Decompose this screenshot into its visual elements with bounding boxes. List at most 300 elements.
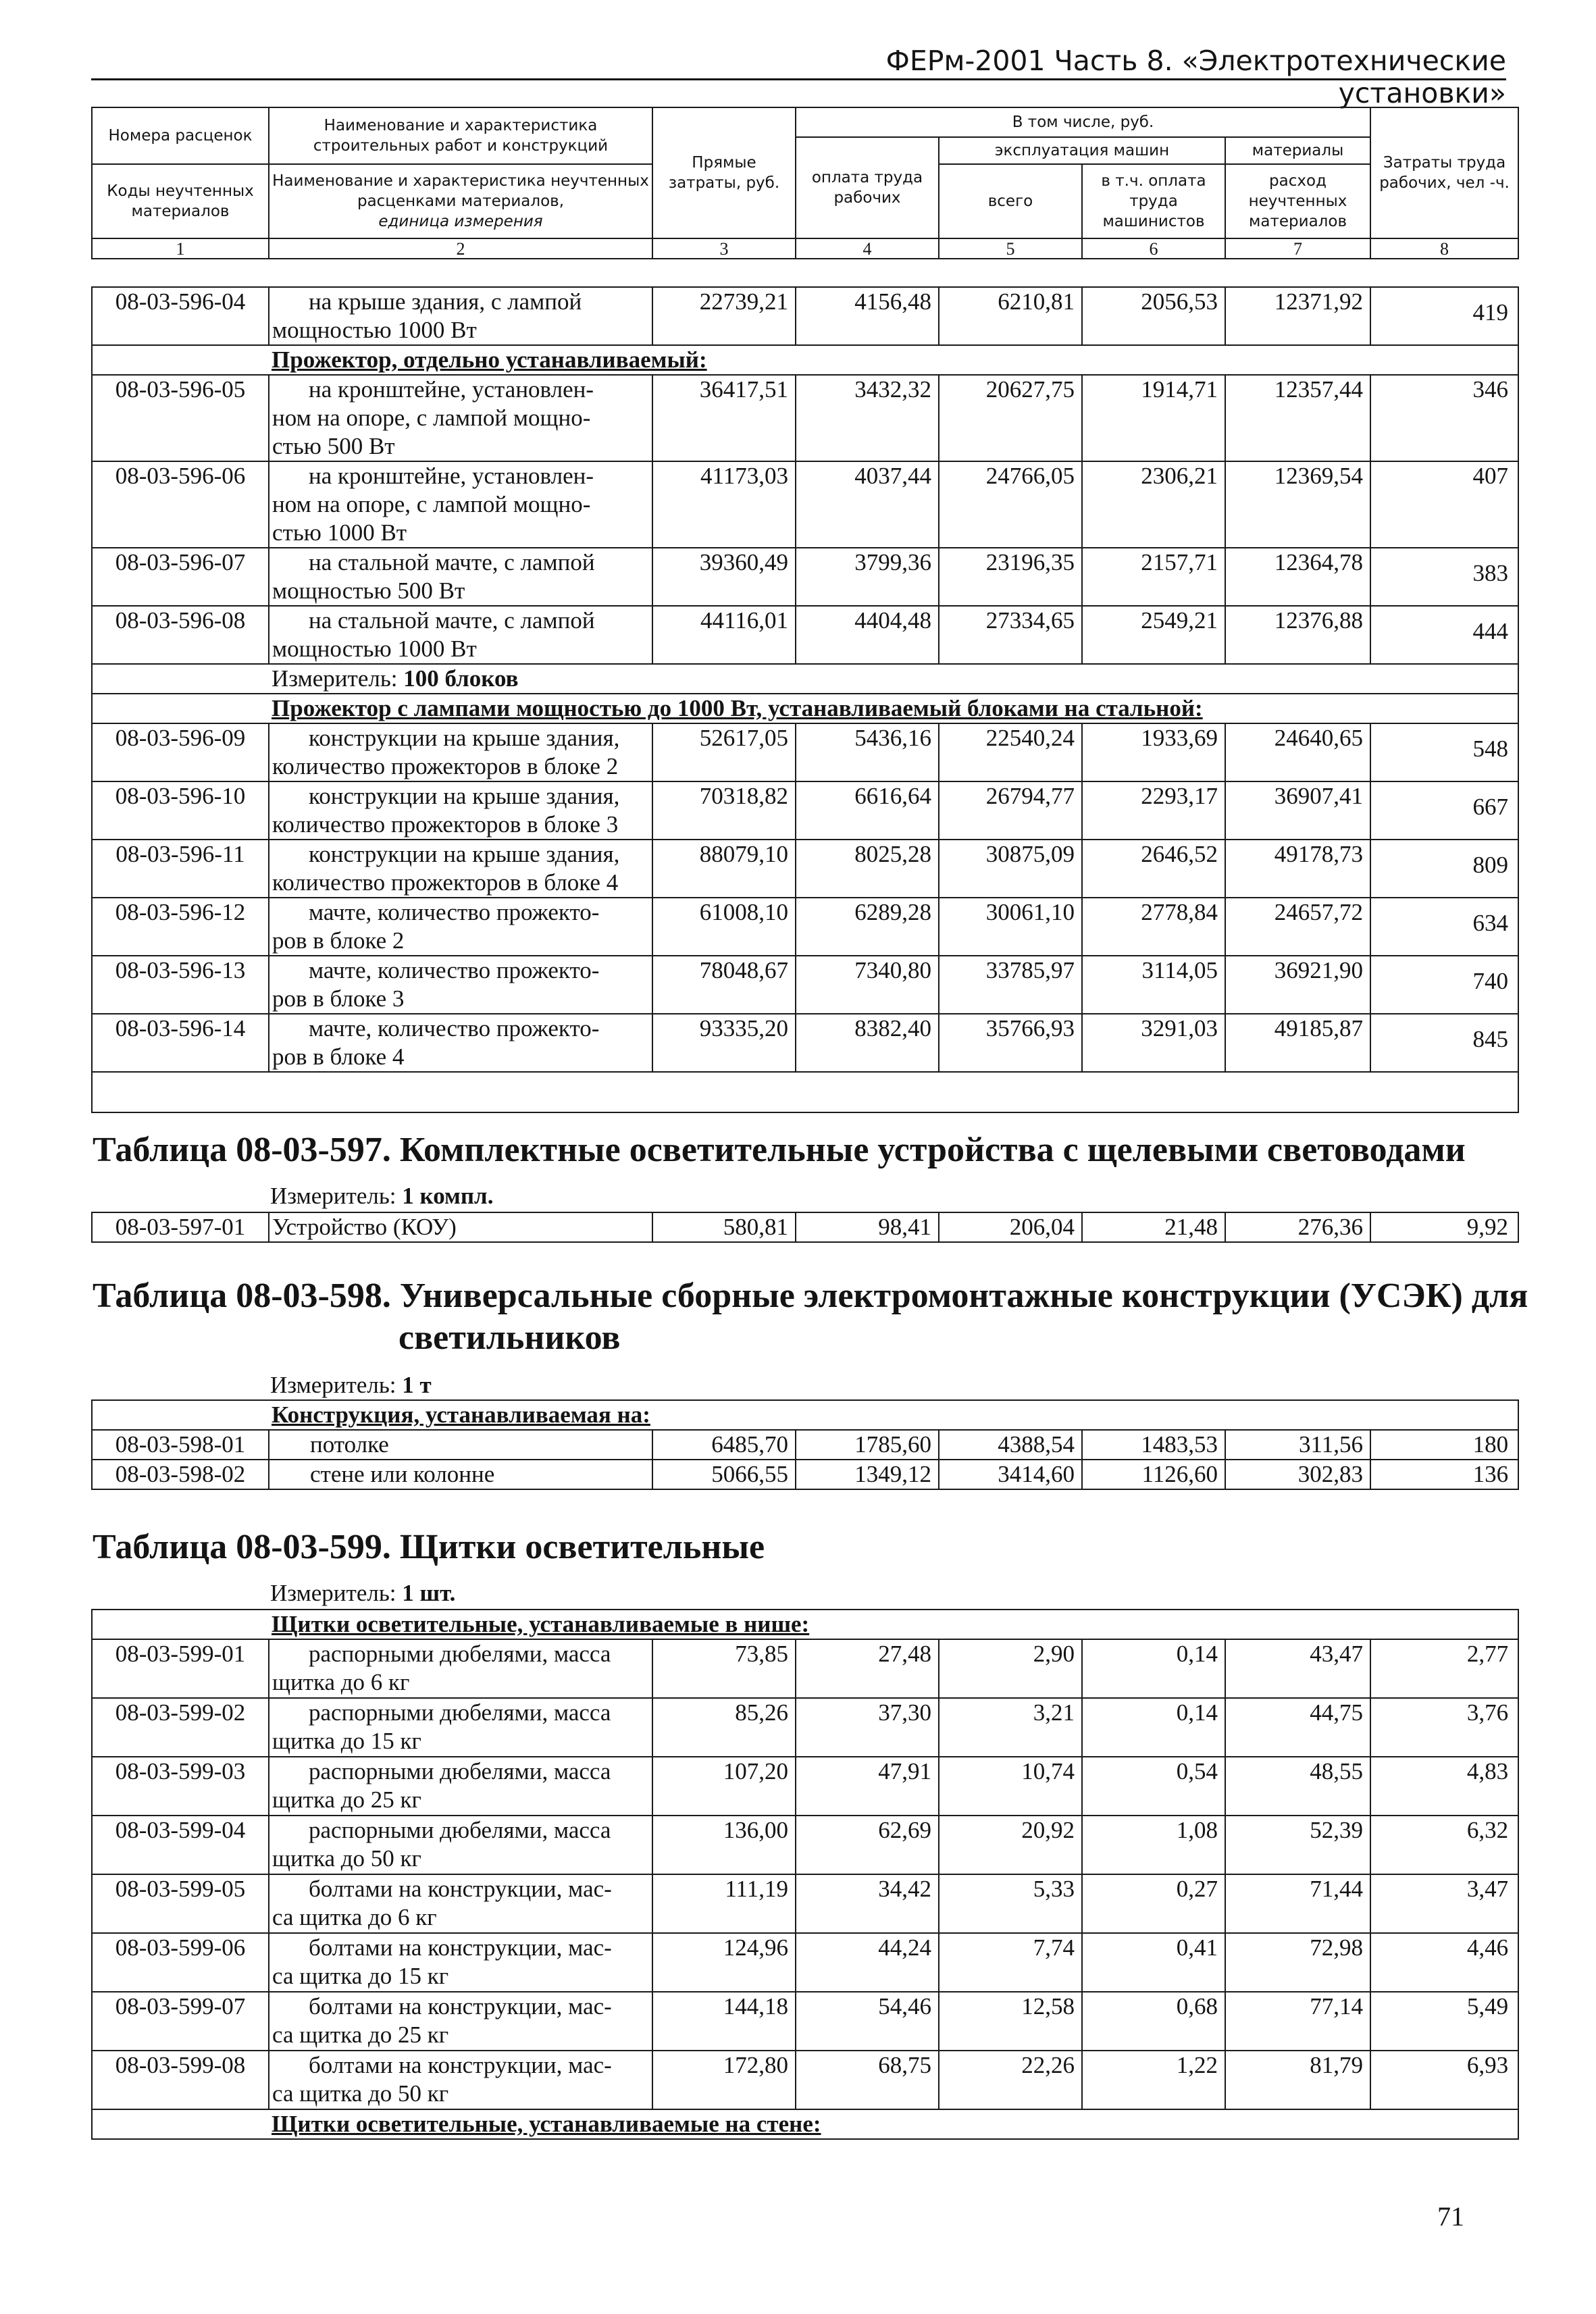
work-name-line: мощностью 500 Вт: [272, 577, 465, 604]
work-name-line: щитка до 25 кг: [272, 1786, 421, 1813]
labor-value: 407: [1370, 461, 1518, 548]
rate-code: 08-03-596-13: [92, 956, 269, 1014]
materials-value: 36921,90: [1225, 956, 1370, 1014]
table-row: [92, 1816, 1518, 1874]
section-heading-text: Прожектор с лампами мощностью до 1000 Вт, устанавливаемый блоками на стальной:: [272, 695, 1203, 721]
materials-value: 302,83: [1225, 1460, 1370, 1489]
rate-code: 08-03-599-01: [92, 1639, 269, 1698]
work-name-line: са щитка до 50 кг: [272, 2080, 449, 2107]
direct-costs-value: 5066,55: [652, 1460, 796, 1489]
machines-total-value: 4388,54: [939, 1430, 1082, 1460]
table-row: [92, 781, 1518, 840]
running-header: ФЕРм-2001 Часть 8. «Электротехнические установки»: [885, 45, 1506, 109]
direct-costs-value: 124,96: [652, 1933, 796, 1992]
section-heading-text: Конструкция, устанавливаемая на:: [272, 1402, 650, 1428]
colnum-2: 2: [269, 238, 652, 259]
table-598-meter: [270, 1371, 432, 1399]
header-material-codes: Коды неучтенных материалов: [92, 164, 269, 238]
table-row: [92, 548, 1518, 606]
labor-value: 634: [1370, 898, 1518, 956]
materials-value: 12376,88: [1225, 606, 1370, 664]
work-name-line: мачте, количество прожекто-: [309, 957, 600, 983]
table-597-title: Таблица 08-03-597. Комплектные осветительные устройства с щелевыми световодами: [93, 1131, 1466, 1169]
labor-value: 3,47: [1370, 1874, 1518, 1933]
direct-costs-value: 36417,51: [652, 375, 796, 461]
work-name: [269, 1757, 652, 1816]
header-wages: оплата труда рабочих: [796, 137, 939, 238]
wages-value: 98,41: [796, 1212, 939, 1242]
header-machinists-wages: в т.ч. оплата труда машинистов: [1082, 164, 1225, 238]
work-name: [269, 1698, 652, 1757]
rate-code: 08-03-596-08: [92, 606, 269, 664]
work-name-line: ров в блоке 3: [272, 985, 405, 1012]
labor-value: 346: [1370, 375, 1518, 461]
table-row: [92, 2051, 1518, 2109]
wages-value: 1349,12: [796, 1460, 939, 1489]
header-rule: [91, 78, 1506, 80]
machinists-wages-value: 0,54: [1082, 1757, 1225, 1816]
labor-value: 667: [1370, 781, 1518, 840]
wages-value: 1785,60: [796, 1430, 939, 1460]
work-name-line: ном на опоре, с лампой мощно-: [272, 491, 591, 517]
machines-total-value: 12,58: [939, 1992, 1082, 2051]
work-name-line: мощностью 1000 Вт: [272, 636, 477, 662]
machinists-wages-value: 0,14: [1082, 1639, 1225, 1698]
machines-total-value: 35766,93: [939, 1014, 1082, 1072]
machinists-wages-value: 1,08: [1082, 1816, 1225, 1874]
work-name: стене или колонне: [269, 1460, 652, 1489]
header-materials-unaccounted: расход неучтенных материалов: [1225, 164, 1370, 238]
labor-value: 845: [1370, 1014, 1518, 1072]
table-row: [92, 840, 1518, 898]
machines-total-value: 22540,24: [939, 723, 1082, 781]
wages-value: 4037,44: [796, 461, 939, 548]
meter-value: 100 блоков: [403, 665, 519, 692]
materials-value: 36907,41: [1225, 781, 1370, 840]
header-material-name-text: Наименование и характеристика неучтенных расценками материалов,: [272, 172, 649, 210]
table-row: [92, 1014, 1518, 1072]
header-direct-costs: Прямые затраты, руб.: [652, 107, 796, 238]
section-heading-row: [92, 1400, 1518, 1430]
work-name-line: болтами на конструкции, мас-: [309, 2052, 612, 2078]
direct-costs-value: 61008,10: [652, 898, 796, 956]
header-rate-numbers: Номера расценок: [92, 107, 269, 164]
work-name-line: мачте, количество прожекто-: [309, 1015, 600, 1042]
wages-value: 8382,40: [796, 1014, 939, 1072]
rate-code: 08-03-598-01: [92, 1430, 269, 1460]
direct-costs-value: 580,81: [652, 1212, 796, 1242]
section-heading: [92, 1610, 1518, 1639]
machinists-wages-value: 0,14: [1082, 1698, 1225, 1757]
machinists-wages-value: 1914,71: [1082, 375, 1225, 461]
table-row: [92, 723, 1518, 781]
table-598-title: [93, 1275, 1528, 1359]
section-heading-text: Прожектор, отдельно устанавливаемый:: [272, 346, 707, 373]
machines-total-value: 5,33: [939, 1874, 1082, 1933]
wages-value: 6616,64: [796, 781, 939, 840]
meter: [92, 664, 1518, 694]
machinists-wages-value: 3291,03: [1082, 1014, 1225, 1072]
work-name-line: са щитка до 25 кг: [272, 2022, 449, 2048]
header-including: В том числе, руб.: [796, 107, 1370, 137]
rate-code: 08-03-596-14: [92, 1014, 269, 1072]
rate-code: 08-03-596-12: [92, 898, 269, 956]
labor-value: 3,76: [1370, 1698, 1518, 1757]
table-row: [92, 956, 1518, 1014]
machinists-wages-value: 1126,60: [1082, 1460, 1225, 1489]
work-name: [269, 606, 652, 664]
work-name: [269, 840, 652, 898]
wages-value: 54,46: [796, 1992, 939, 2051]
header-labor: Затраты труда рабочих, чел -ч.: [1370, 107, 1518, 238]
direct-costs-value: 88079,10: [652, 840, 796, 898]
labor-value: 419: [1370, 287, 1518, 345]
direct-costs-value: 73,85: [652, 1639, 796, 1698]
work-name: [269, 1874, 652, 1933]
section-heading-row: [92, 345, 1518, 375]
materials-value: 12369,54: [1225, 461, 1370, 548]
labor-value: 9,92: [1370, 1212, 1518, 1242]
materials-value: 48,55: [1225, 1757, 1370, 1816]
labor-value: 2,77: [1370, 1639, 1518, 1698]
colnum-3: 3: [652, 238, 796, 259]
rate-code: 08-03-599-08: [92, 2051, 269, 2109]
colnum-8: 8: [1370, 238, 1518, 259]
materials-value: 44,75: [1225, 1698, 1370, 1757]
machines-total-value: 20627,75: [939, 375, 1082, 461]
labor-value: 5,49: [1370, 1992, 1518, 2051]
section-heading: [92, 1400, 1518, 1430]
work-name: [269, 2051, 652, 2109]
machines-total-value: 6210,81: [939, 287, 1082, 345]
rate-code: 08-03-599-07: [92, 1992, 269, 2051]
meter-value: 1 т: [402, 1372, 432, 1398]
work-name-line: распорными дюбелями, масса: [309, 1699, 611, 1726]
machinists-wages-value: 0,68: [1082, 1992, 1225, 2051]
direct-costs-value: 41173,03: [652, 461, 796, 548]
labor-value: 180: [1370, 1430, 1518, 1460]
work-name: [269, 1014, 652, 1072]
work-name: потолке: [269, 1430, 652, 1460]
table-row: [92, 461, 1518, 548]
wages-value: 34,42: [796, 1874, 939, 1933]
machinists-wages-value: 0,27: [1082, 1874, 1225, 1933]
section-heading-text: Щитки осветительные, устанавливаемые в нише:: [272, 1611, 810, 1637]
direct-costs-value: 107,20: [652, 1757, 796, 1816]
rate-code: 08-03-598-02: [92, 1460, 269, 1489]
section-heading-text: Щитки осветительные, устанавливаемые на стене:: [272, 2111, 821, 2137]
direct-costs-value: 85,26: [652, 1698, 796, 1757]
table-row: [92, 1460, 1518, 1489]
machinists-wages-value: 2549,21: [1082, 606, 1225, 664]
header-material-name: [269, 164, 652, 238]
wages-value: 3799,36: [796, 548, 939, 606]
machinists-wages-value: 3114,05: [1082, 956, 1225, 1014]
labor-value: 740: [1370, 956, 1518, 1014]
machines-total-value: 33785,97: [939, 956, 1082, 1014]
direct-costs-value: 39360,49: [652, 548, 796, 606]
work-name-line: мощностью 1000 Вт: [272, 317, 477, 343]
rate-code: 08-03-599-05: [92, 1874, 269, 1933]
machinists-wages-value: 21,48: [1082, 1212, 1225, 1242]
table-row: [92, 1698, 1518, 1757]
materials-value: 24640,65: [1225, 723, 1370, 781]
machinists-wages-value: 2056,53: [1082, 287, 1225, 345]
work-name-line: конструкции на крыше здания,: [309, 783, 620, 809]
labor-value: 4,46: [1370, 1933, 1518, 1992]
wages-value: 27,48: [796, 1639, 939, 1698]
direct-costs-value: 22739,21: [652, 287, 796, 345]
materials-value: 77,14: [1225, 1992, 1370, 2051]
header-materials: материалы: [1225, 137, 1370, 164]
machines-total-value: 22,26: [939, 2051, 1082, 2109]
meter-row: [92, 664, 1518, 694]
table-row: [92, 1933, 1518, 1992]
labor-value: 548: [1370, 723, 1518, 781]
materials-value: 12357,44: [1225, 375, 1370, 461]
work-name-line: болтами на конструкции, мас-: [309, 1934, 612, 1961]
wages-value: 7340,80: [796, 956, 939, 1014]
rate-code: 08-03-596-06: [92, 461, 269, 548]
direct-costs-value: 70318,82: [652, 781, 796, 840]
machines-total-value: 30875,09: [939, 840, 1082, 898]
rates-table-596: [91, 286, 1519, 1113]
work-name-line: распорными дюбелями, масса: [309, 1817, 611, 1843]
machines-total-value: 30061,10: [939, 898, 1082, 956]
labor-value: 809: [1370, 840, 1518, 898]
work-name: [269, 781, 652, 840]
work-name: [269, 375, 652, 461]
wages-value: 37,30: [796, 1698, 939, 1757]
colnum-6: 6: [1082, 238, 1225, 259]
direct-costs-value: 52617,05: [652, 723, 796, 781]
wages-value: 8025,28: [796, 840, 939, 898]
machines-total-value: 3,21: [939, 1698, 1082, 1757]
wages-value: 68,75: [796, 2051, 939, 2109]
direct-costs-value: 136,00: [652, 1816, 796, 1874]
meter-value: 1 шт.: [402, 1580, 456, 1606]
materials-value: 276,36: [1225, 1212, 1370, 1242]
work-name-line: са щитка до 6 кг: [272, 1904, 437, 1930]
table-599-title: Таблица 08-03-599. Щитки осветительные: [93, 1528, 765, 1566]
work-name-line: количество прожекторов в блоке 2: [272, 753, 619, 779]
section-heading: [92, 345, 1518, 375]
machines-total-value: 27334,65: [939, 606, 1082, 664]
materials-value: 24657,72: [1225, 898, 1370, 956]
work-name-line: щитка до 6 кг: [272, 1669, 410, 1695]
work-name: [269, 1639, 652, 1698]
direct-costs-value: 6485,70: [652, 1430, 796, 1460]
materials-value: 12371,92: [1225, 287, 1370, 345]
meter-label: Измеритель:: [270, 1580, 396, 1606]
machinists-wages-value: 2646,52: [1082, 840, 1225, 898]
spacer-row: [92, 1072, 1518, 1112]
rate-code: 08-03-596-04: [92, 287, 269, 345]
rate-code: 08-03-596-05: [92, 375, 269, 461]
machines-total-value: 10,74: [939, 1757, 1082, 1816]
work-name-line: стью 1000 Вт: [272, 519, 407, 546]
machinists-wages-value: 1483,53: [1082, 1430, 1225, 1460]
work-name-line: ном на опоре, с лампой мощно-: [272, 405, 591, 431]
rate-code: 08-03-596-07: [92, 548, 269, 606]
direct-costs-value: 78048,67: [652, 956, 796, 1014]
materials-value: 52,39: [1225, 1816, 1370, 1874]
table-598-title-line2: светильников: [398, 1318, 621, 1357]
wages-value: 4156,48: [796, 287, 939, 345]
work-name-line: болтами на конструкции, мас-: [309, 1993, 612, 2020]
materials-value: 43,47: [1225, 1639, 1370, 1698]
labor-value: 136: [1370, 1460, 1518, 1489]
work-name: [269, 898, 652, 956]
rate-code: 08-03-599-03: [92, 1757, 269, 1816]
header-unit-italic: единица измерения: [378, 213, 543, 230]
colnum-7: 7: [1225, 238, 1370, 259]
header-machines-total: всего: [939, 164, 1082, 238]
machinists-wages-value: 2293,17: [1082, 781, 1225, 840]
machines-total-value: 3414,60: [939, 1460, 1082, 1489]
direct-costs-value: 111,19: [652, 1874, 796, 1933]
machines-total-value: 20,92: [939, 1816, 1082, 1874]
work-name-line: количество прожекторов в блоке 4: [272, 869, 619, 896]
work-name-line: щитка до 50 кг: [272, 1845, 421, 1872]
work-name: [269, 1992, 652, 2051]
materials-value: 71,44: [1225, 1874, 1370, 1933]
work-name-line: на стальной мачте, с лампой: [309, 607, 595, 634]
work-name: Устройство (КОУ): [269, 1212, 652, 1242]
machines-total-value: 7,74: [939, 1933, 1082, 1992]
colnum-1: 1: [92, 238, 269, 259]
rates-table-597: [91, 1212, 1519, 1243]
work-name-line: са щитка до 15 кг: [272, 1963, 449, 1989]
machines-total-value: 206,04: [939, 1212, 1082, 1242]
wages-value: 4404,48: [796, 606, 939, 664]
work-name-line: на крыше здания, с лампой: [309, 288, 582, 315]
rate-code: 08-03-596-09: [92, 723, 269, 781]
labor-value: 4,83: [1370, 1757, 1518, 1816]
materials-value: 49178,73: [1225, 840, 1370, 898]
machinists-wages-value: 1,22: [1082, 2051, 1225, 2109]
direct-costs-value: 44116,01: [652, 606, 796, 664]
work-name-line: распорными дюбелями, масса: [309, 1641, 611, 1667]
table-row: [92, 1874, 1518, 1933]
labor-value: 6,93: [1370, 2051, 1518, 2109]
work-name: [269, 1816, 652, 1874]
work-name-line: конструкции на крыше здания,: [309, 841, 620, 867]
machinists-wages-value: 1933,69: [1082, 723, 1225, 781]
labor-value: 6,32: [1370, 1816, 1518, 1874]
table-row: [92, 1757, 1518, 1816]
work-name-line: болтами на конструкции, мас-: [309, 1876, 612, 1902]
work-name: [269, 723, 652, 781]
wages-value: 3432,32: [796, 375, 939, 461]
table-597-meter: [270, 1182, 493, 1210]
materials-value: 81,79: [1225, 2051, 1370, 2109]
direct-costs-value: 93335,20: [652, 1014, 796, 1072]
work-name-line: мачте, количество прожекто-: [309, 899, 600, 925]
machines-total-value: 23196,35: [939, 548, 1082, 606]
machinists-wages-value: 0,41: [1082, 1933, 1225, 1992]
rate-code: 08-03-596-11: [92, 840, 269, 898]
labor-value: 444: [1370, 606, 1518, 664]
work-name: [269, 287, 652, 345]
spacer: [92, 1072, 1518, 1112]
rates-table-599: [91, 1609, 1519, 2140]
colnum-4: 4: [796, 238, 939, 259]
work-name-line: количество прожекторов в блоке 3: [272, 811, 619, 838]
table-599-meter: [270, 1579, 455, 1608]
direct-costs-value: 172,80: [652, 2051, 796, 2109]
labor-value: 383: [1370, 548, 1518, 606]
section-heading: [92, 694, 1518, 723]
meter-value: 1 компл.: [402, 1183, 494, 1209]
meter-label: Измеритель:: [270, 1183, 396, 1209]
work-name-line: распорными дюбелями, масса: [309, 1758, 611, 1784]
column-header-table: [91, 107, 1519, 259]
machinists-wages-value: 2778,84: [1082, 898, 1225, 956]
table-row: [92, 1430, 1518, 1460]
section-heading-row: [92, 2109, 1518, 2139]
page-number: 71: [1437, 2201, 1464, 2232]
machinists-wages-value: 2306,21: [1082, 461, 1225, 548]
wages-value: 62,69: [796, 1816, 939, 1874]
meter-label: Измеритель:: [270, 1372, 396, 1398]
section-heading: [92, 2109, 1518, 2139]
header-work-name: Наименование и характеристика строительных работ и конструкций: [269, 107, 652, 164]
section-heading-row: [92, 1610, 1518, 1639]
wages-value: 5436,16: [796, 723, 939, 781]
header-machines: эксплуатация машин: [939, 137, 1225, 164]
rate-code: 08-03-599-02: [92, 1698, 269, 1757]
machines-total-value: 26794,77: [939, 781, 1082, 840]
table-row: [92, 898, 1518, 956]
section-heading-row: [92, 694, 1518, 723]
work-name-line: стью 500 Вт: [272, 433, 395, 459]
wages-value: 44,24: [796, 1933, 939, 1992]
table-row: [92, 1212, 1518, 1242]
work-name-line: на кронштейне, установлен-: [309, 463, 594, 489]
materials-value: 311,56: [1225, 1430, 1370, 1460]
table-row: [92, 375, 1518, 461]
work-name-line: ров в блоке 2: [272, 927, 405, 954]
table-row: [92, 287, 1518, 345]
rate-code: 08-03-596-10: [92, 781, 269, 840]
rate-code: 08-03-597-01: [92, 1212, 269, 1242]
work-name: [269, 956, 652, 1014]
machinists-wages-value: 2157,71: [1082, 548, 1225, 606]
materials-value: 12364,78: [1225, 548, 1370, 606]
table-row: [92, 1992, 1518, 2051]
work-name: [269, 548, 652, 606]
work-name: [269, 461, 652, 548]
meter-label: Измеритель:: [272, 665, 398, 692]
work-name-line: щитка до 15 кг: [272, 1728, 421, 1754]
work-name-line: на стальной мачте, с лампой: [309, 549, 595, 575]
direct-costs-value: 144,18: [652, 1992, 796, 2051]
wages-value: 6289,28: [796, 898, 939, 956]
machines-total-value: 2,90: [939, 1639, 1082, 1698]
rate-code: 08-03-599-04: [92, 1816, 269, 1874]
work-name-line: ров в блоке 4: [272, 1044, 405, 1070]
wages-value: 47,91: [796, 1757, 939, 1816]
table-row: [92, 606, 1518, 664]
table-row: [92, 1639, 1518, 1698]
machines-total-value: 24766,05: [939, 461, 1082, 548]
rate-code: 08-03-599-06: [92, 1933, 269, 1992]
work-name-line: конструкции на крыше здания,: [309, 725, 620, 751]
rates-table-598: [91, 1399, 1519, 1490]
materials-value: 72,98: [1225, 1933, 1370, 1992]
table-598-title-line1: Таблица 08-03-598. Универсальные сборные электромонтажные конструкции (УСЭК) для: [93, 1277, 1528, 1315]
